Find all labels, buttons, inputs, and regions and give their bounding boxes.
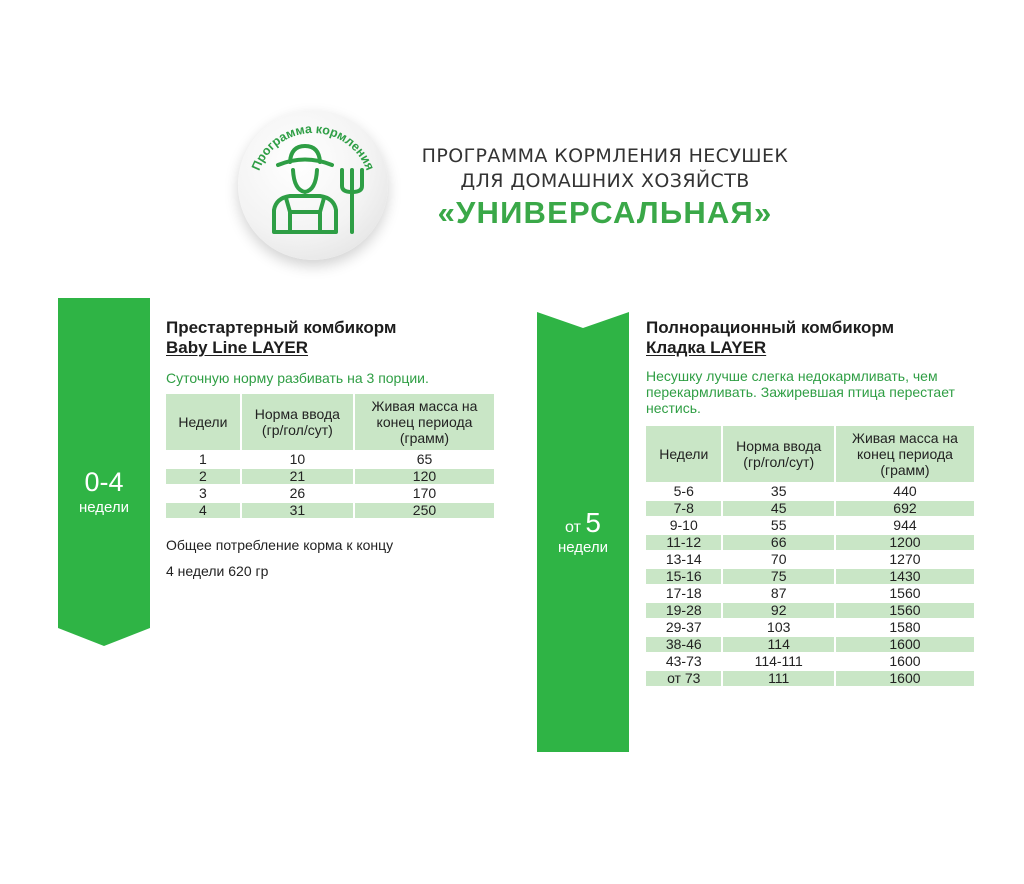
cell-live-weight: 1560 (836, 603, 974, 618)
cell-live-weight: 1580 (889, 619, 921, 635)
table-row (646, 569, 974, 584)
header-line-1: ПРОГРАММА КОРМЛЕНИЯ НЕСУШЕК (421, 145, 789, 167)
table-row (646, 518, 974, 533)
cell-feed-rate: 103 (767, 619, 791, 635)
cell-feed-rate: 114-111 (754, 653, 803, 669)
cell-feed-rate: 92 (723, 603, 833, 618)
table-row (646, 535, 974, 550)
column-header-feed-rate: Норма ввода (гр/гол/сут) (242, 394, 353, 450)
product-name: Baby Line LAYER (166, 338, 309, 357)
product-title: Престартерный комбикорм (166, 318, 397, 337)
cell-weeks: 13-14 (665, 551, 702, 567)
age-prefix: от (565, 519, 581, 536)
cell-feed-rate: 66 (723, 535, 833, 550)
age-banner-from-5-weeks (537, 312, 629, 752)
cell-live-weight: 250 (355, 503, 494, 518)
age-range-label: 0-4 (84, 467, 124, 497)
program-title: «УНИВЕРСАЛЬНАЯ» (437, 195, 773, 230)
column-header-feed-rate: Норма ввода (гр/гол/сут) (723, 426, 833, 482)
column-header-live-weight: Живая масса на конец периода (грамм) (836, 426, 974, 482)
cell-live-weight: 170 (412, 485, 437, 501)
table-row (166, 469, 494, 484)
total-consumption-line-1: Общее потребление корма к концу (166, 537, 394, 553)
age-number: 5 (585, 507, 601, 538)
cell-weeks: от 73 (646, 671, 721, 686)
table-row (646, 552, 974, 567)
cell-feed-rate: 75 (723, 569, 833, 584)
cell-feed-rate: 45 (723, 501, 833, 516)
cell-feed-rate: 55 (770, 517, 787, 533)
total-consumption (166, 534, 496, 582)
cell-live-weight: 65 (416, 451, 433, 467)
program-badge (238, 110, 388, 260)
product-name: Кладка LAYER (646, 338, 767, 357)
cell-live-weight: 1270 (889, 551, 921, 567)
cell-weeks: 43-73 (665, 653, 702, 669)
table-row (166, 452, 494, 467)
layer-feed-section (646, 318, 976, 688)
cell-feed-rate: 87 (770, 585, 787, 601)
badge-arc-text: Программа кормления (248, 121, 378, 173)
cell-live-weight: 1560 (889, 585, 921, 601)
cell-weeks: 7-8 (646, 501, 721, 516)
cell-weeks: 15-16 (646, 569, 721, 584)
cell-feed-rate: 114 (723, 637, 833, 652)
table-row (646, 484, 974, 499)
cell-weeks: 38-46 (646, 637, 721, 652)
cell-weeks: 17-18 (665, 585, 702, 601)
cell-feed-rate: 111 (723, 671, 833, 686)
cell-live-weight: 1430 (836, 569, 974, 584)
header (390, 144, 820, 231)
age-unit-label: недели (78, 499, 130, 516)
cell-feed-rate: 31 (242, 503, 353, 518)
cell-weeks: 19-28 (646, 603, 721, 618)
cell-live-weight: 1600 (836, 637, 974, 652)
cell-weeks: 4 (166, 503, 240, 518)
cell-live-weight: 944 (893, 517, 917, 533)
cell-weeks: 5-6 (673, 483, 694, 499)
table-row (646, 586, 974, 601)
table-row (646, 637, 974, 652)
cell-live-weight: 1600 (836, 671, 974, 686)
cell-live-weight: 440 (893, 483, 917, 499)
cell-feed-rate: 26 (289, 485, 306, 501)
feeding-note: Несушку лучше слегка недокармливать, чем перекармливать. Зажиревшая птица перестает нестись. (646, 368, 955, 416)
table-header-row (646, 426, 974, 482)
prestarter-section (166, 318, 496, 586)
feeding-table (644, 424, 976, 688)
cell-feed-rate: 35 (770, 483, 787, 499)
cell-weeks: 11-12 (646, 535, 721, 550)
age-unit-label: недели (557, 539, 609, 556)
cell-live-weight: 1200 (836, 535, 974, 550)
column-header-weeks: Недели (166, 394, 240, 450)
cell-weeks: 2 (166, 469, 240, 484)
cell-feed-rate: 21 (242, 469, 353, 484)
age-banner-0-4-weeks (58, 298, 150, 646)
column-header-weeks: Недели (646, 426, 721, 482)
cell-live-weight: 692 (836, 501, 974, 516)
cell-weeks: 9-10 (669, 517, 698, 533)
cell-feed-rate: 70 (770, 551, 787, 567)
table-row (166, 503, 494, 518)
header-line-2: ДЛЯ ДОМАШНИХ ХОЗЯЙСТВ (460, 170, 750, 192)
table-row (646, 501, 974, 516)
table-row (646, 620, 974, 635)
table-header-row (166, 394, 494, 450)
cell-weeks: 3 (198, 485, 207, 501)
table-row (166, 486, 494, 501)
feeding-note: Суточную норму разбивать на 3 порции. (166, 370, 429, 386)
total-consumption-line-2: 4 недели 620 гр (166, 563, 269, 579)
product-title: Полнорационный комбикорм (646, 318, 895, 337)
column-header-live-weight: Живая масса на конец периода (грамм) (355, 394, 494, 450)
cell-weeks: 1 (198, 451, 207, 467)
table-row (646, 603, 974, 618)
farmer-with-pitchfork-icon (274, 146, 362, 232)
cell-live-weight: 1600 (889, 653, 921, 669)
cell-weeks: 29-37 (665, 619, 702, 635)
cell-feed-rate: 10 (289, 451, 306, 467)
feeding-table (164, 392, 496, 520)
table-row (646, 671, 974, 686)
table-row (646, 654, 974, 669)
cell-live-weight: 120 (355, 469, 494, 484)
